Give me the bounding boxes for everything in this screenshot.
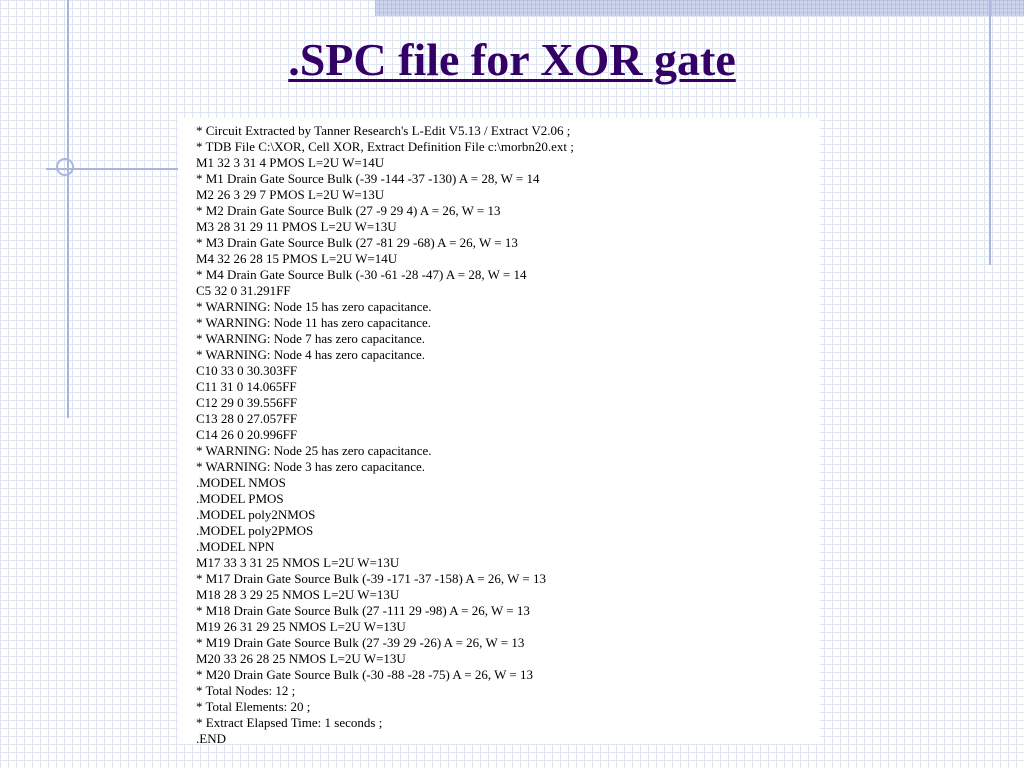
code-line: .END <box>196 731 226 744</box>
code-line: * WARNING: Node 7 has zero capacitance. <box>196 331 425 346</box>
code-line: * WARNING: Node 25 has zero capacitance. <box>196 443 432 458</box>
code-line: C14 26 0 20.996FF <box>196 427 298 442</box>
code-line: C13 28 0 27.057FF <box>196 411 298 426</box>
code-line: * WARNING: Node 3 has zero capacitance. <box>196 459 425 474</box>
code-line: M3 28 31 29 11 PMOS L=2U W=13U <box>196 219 397 234</box>
code-line: * Total Nodes: 12 ; <box>196 683 296 698</box>
spc-listing <box>196 123 574 744</box>
code-line: * M3 Drain Gate Source Bulk (27 -81 29 -68) A = 26, W = 13 <box>196 235 518 250</box>
code-line: C12 29 0 39.556FF <box>196 395 298 410</box>
code-line: * M4 Drain Gate Source Bulk (-30 -61 -28 -47) A = 28, W = 14 <box>196 267 527 282</box>
slide-title <box>0 30 1024 90</box>
code-line: M1 32 3 31 4 PMOS L=2U W=14U <box>196 155 385 170</box>
code-line: C10 33 0 30.303FF <box>196 363 298 378</box>
code-line: M2 26 3 29 7 PMOS L=2U W=13U <box>196 187 385 202</box>
code-line: M4 32 26 28 15 PMOS L=2U W=14U <box>196 251 398 266</box>
code-line: * M2 Drain Gate Source Bulk (27 -9 29 4) A = 26, W = 13 <box>196 203 501 218</box>
code-line: .MODEL PMOS <box>196 491 284 506</box>
slide-title-text: .SPC file for XOR gate <box>288 34 736 85</box>
code-line: M18 28 3 29 25 NMOS L=2U W=13U <box>196 587 400 602</box>
code-line: .MODEL poly2PMOS <box>196 523 314 538</box>
code-line: M19 26 31 29 25 NMOS L=2U W=13U <box>196 619 406 634</box>
code-line: * M18 Drain Gate Source Bulk (27 -111 29 -98) A = 26, W = 13 <box>196 603 530 618</box>
code-line: * Total Elements: 20 ; <box>196 699 311 714</box>
code-line: * M17 Drain Gate Source Bulk (-39 -171 -37 -158) A = 26, W = 13 <box>196 571 546 586</box>
code-line: * Circuit Extracted by Tanner Research's L-Edit V5.13 / Extract V2.06 ; <box>196 123 571 138</box>
code-line: M17 33 3 31 25 NMOS L=2U W=13U <box>196 555 400 570</box>
code-line: * M20 Drain Gate Source Bulk (-30 -88 -28 -75) A = 26, W = 13 <box>196 667 533 682</box>
code-line: * M1 Drain Gate Source Bulk (-39 -144 -37 -130) A = 28, W = 14 <box>196 171 540 186</box>
spc-listing-panel <box>178 118 820 744</box>
code-line: * M19 Drain Gate Source Bulk (27 -39 29 -26) A = 26, W = 13 <box>196 635 525 650</box>
code-line: * WARNING: Node 11 has zero capacitance. <box>196 315 431 330</box>
header-decoration-band <box>375 0 1024 16</box>
code-line: .MODEL NMOS <box>196 475 286 490</box>
code-line: .MODEL NPN <box>196 539 275 554</box>
code-line: * Extract Elapsed Time: 1 seconds ; <box>196 715 383 730</box>
code-line: * TDB File C:\XOR, Cell XOR, Extract Definition File c:\morbn20.ext ; <box>196 139 574 154</box>
code-line: C5 32 0 31.291FF <box>196 283 291 298</box>
code-line: * WARNING: Node 4 has zero capacitance. <box>196 347 425 362</box>
code-line: .MODEL poly2NMOS <box>196 507 316 522</box>
decorative-circle <box>56 158 74 176</box>
code-line: C11 31 0 14.065FF <box>196 379 297 394</box>
code-line: M20 33 26 28 25 NMOS L=2U W=13U <box>196 651 406 666</box>
code-line: * WARNING: Node 15 has zero capacitance. <box>196 299 432 314</box>
